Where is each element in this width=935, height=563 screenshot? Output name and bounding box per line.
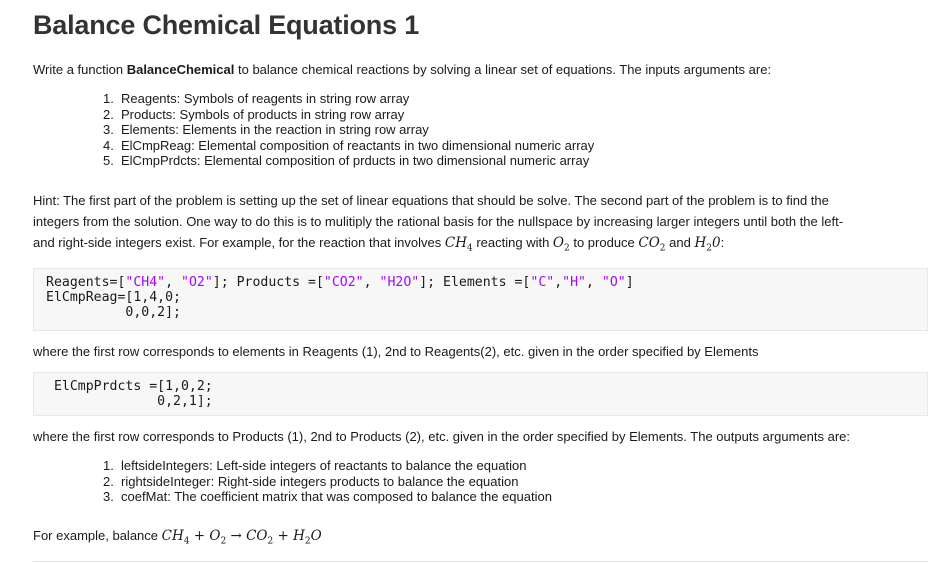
formula-base: O: [552, 235, 564, 251]
hint-text: to produce: [569, 235, 639, 250]
code-string: "C": [530, 275, 555, 290]
list-number: 1.: [103, 91, 114, 106]
list-number: 2.: [103, 106, 114, 122]
formula-base: CH: [444, 235, 467, 251]
list-number: 3.: [103, 122, 114, 137]
code-block-reagents: [33, 268, 928, 331]
formula-sub: 2: [267, 536, 274, 547]
code-text: ]: [625, 275, 634, 290]
code-text: ,: [554, 275, 563, 290]
hint-text: :: [720, 235, 725, 250]
hint-text: and: [665, 235, 695, 250]
list-number: 1.: [103, 458, 114, 473]
formula-base: CO: [638, 235, 660, 251]
formula-sub: 2: [706, 243, 712, 254]
hint-line-2: integers from the solution. One way to do this is to mulitiply the rational basis for the nullspace by increasing larger integers until both the left-: [33, 214, 844, 229]
code-string: "H": [562, 275, 586, 290]
page-title: Balance Chemical Equations 1: [33, 10, 420, 40]
list-text: coefMat: The coefficient matrix that was composed to balance the equation: [121, 489, 552, 504]
list-item: [103, 138, 594, 154]
divider: [33, 561, 928, 562]
list-item: [103, 107, 594, 123]
list-text: ElCmpPrdcts: Elemental composition of prducts in two dimensional numeric array: [121, 153, 590, 168]
intro-before: Write a function: [33, 62, 127, 77]
code-string: "CH4": [125, 275, 166, 290]
list-text: Reagents: Symbols of reagents in string row array: [121, 91, 410, 106]
formula-base: H: [694, 235, 707, 251]
list-item: [103, 122, 594, 138]
list-item: [103, 474, 552, 490]
list-item: [103, 458, 552, 474]
formula-base: CO: [246, 528, 268, 544]
function-name: BalanceChemical: [126, 62, 235, 77]
code-text: ,: [363, 275, 380, 290]
code-string: "O": [601, 275, 626, 290]
products-explanation: where the first row corresponds to Products (1), 2nd to Products (2), etc. given in the order specified by Elements. The outputs arguments are:: [33, 429, 850, 444]
formula-sub: 4: [183, 536, 190, 547]
formula-sub: 4: [466, 243, 473, 254]
formula-base: CH: [161, 528, 184, 544]
formula-sub: 2: [564, 243, 570, 254]
hint-text: reacting with: [472, 235, 553, 250]
formula-base: O: [209, 528, 221, 544]
list-text: rightsideInteger: Right-side integers products to balance the equation: [121, 473, 519, 489]
hint-line-1: Hint: The first part of the problem is setting up the set of linear equations that should be solve. The second part of the problem is to find the: [33, 193, 829, 208]
input-arguments-list: [103, 91, 594, 169]
code-text: Reagents=[: [46, 275, 126, 290]
example-paragraph: [33, 525, 928, 553]
code-text: ,: [585, 275, 602, 290]
formula-ch4: [444, 235, 473, 254]
code-line: ElCmpPrdcts =[1,0,2;: [46, 379, 213, 394]
formula-sub: 2: [220, 536, 227, 547]
formula-o2: [552, 235, 570, 254]
code-text: ,: [165, 275, 181, 290]
arrow-operator: →: [226, 528, 247, 544]
hint-paragraph: [33, 190, 928, 260]
code-line: [46, 275, 634, 290]
formula-sub: 2: [659, 243, 666, 254]
intro-paragraph: [33, 59, 928, 80]
code-line: ElCmpReag=[1,4,0;: [46, 290, 181, 305]
plus-operator: +: [273, 528, 294, 544]
list-number: 3.: [103, 489, 114, 504]
example-text: For example, balance: [33, 528, 162, 543]
code-text: ]; Products =[: [212, 275, 324, 290]
code-line: 0,0,2];: [46, 305, 181, 320]
hint-line-3: [33, 232, 928, 260]
example-equation: [161, 528, 322, 547]
list-number: 5.: [103, 153, 114, 168]
code-string: "H2O": [379, 275, 420, 290]
list-text: Elements: Elements in the reaction in string row array: [121, 122, 429, 137]
list-text: leftsideIntegers: Left-side integers of reactants to balance the equation: [121, 458, 527, 473]
hint-text: and right-side integers exist. For example, for the reaction that involves: [33, 235, 445, 250]
code-block-products: [33, 372, 928, 416]
formula-sub: 2: [304, 536, 311, 547]
list-item: [103, 91, 594, 107]
list-text: ElCmpReag: Elemental composition of reactants in two dimensional numeric array: [121, 137, 595, 153]
list-item: [103, 153, 594, 169]
list-number: 2.: [103, 473, 114, 489]
reagents-explanation: where the first row corresponds to elements in Reagents (1), 2nd to Reagents(2), etc. given in the order specified by Elements: [33, 344, 759, 359]
list-item: [103, 489, 552, 505]
plus-operator: +: [189, 528, 210, 544]
formula-base: H: [293, 528, 305, 544]
list-number: 4.: [103, 137, 114, 153]
formula-tail: 0: [711, 235, 721, 251]
intro-after: to balance chemical reactions by solving a linear set of equations. The inputs arguments are:: [234, 62, 772, 77]
code-text: ]; Elements =[: [419, 275, 531, 290]
code-string: "O2": [181, 275, 213, 290]
formula-tail: O: [310, 528, 322, 544]
list-text: Products: Symbols of products in string row array: [121, 106, 405, 122]
formula-co2: [638, 235, 666, 254]
formula-h2o: [694, 235, 721, 254]
code-line: 0,2,1];: [46, 394, 213, 409]
code-string: "CO2": [323, 275, 364, 290]
output-arguments-list: [103, 458, 552, 505]
